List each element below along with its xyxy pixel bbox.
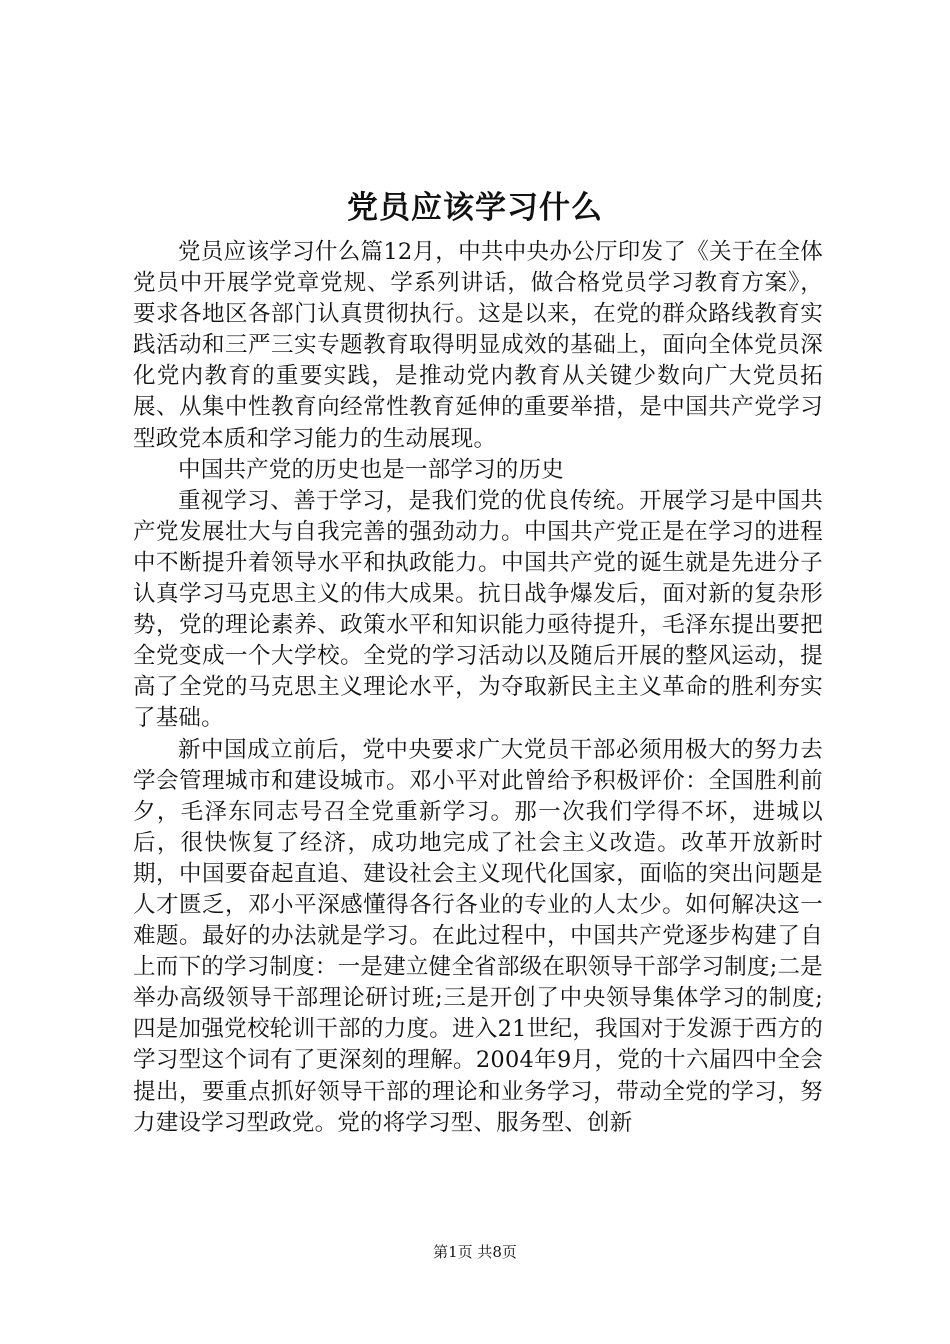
document-title: 党员应该学习什么	[347, 190, 603, 226]
paragraph-intro: 党员应该学习什么篇12月，中共中央办公厅印发了《关于在全体党员中开展学党章党规、学系列讲话，做合格党员学习教育方案》，要求各地区各部门认真贯彻执行。这是以来，在党的群众路线教育实践活动和三严三实专题教育取得明显成效的基础上，面向全体党员深化党内教育的重要实践，是推动党内教育从关键少数向广大党员拓展、从集中性教育向经常性教育延伸的重要举措，是中国共产党学习型政党本质和学习能力的生动展现。	[133, 239, 823, 452]
paragraph-tradition: 重视学习、善于学习，是我们党的优良传统。开展学习是中国共产党发展壮大与自我完善的强劲动力。中国共产党正是在学习的进程中不断提升着领导水平和执政能力。中国共产党的诞生就是先进分子认真学习马克思主义的伟大成果。抗日战争爆发后，面对新的复杂形势，党的理论素养、政策水平和知识能力亟待提升，毛泽东提出要把全党变成一个大学校。全党的学习活动以及随后开展的整风运动，提高了全党的马克思主义理论水平，为夺取新民主主义革命的胜利夯实了基础。	[133, 487, 823, 732]
page-footer: 第1页 共8页	[433, 1243, 517, 1261]
paragraph-new-china: 新中国成立前后，党中央要求广大党员干部必须用极大的努力去学会管理城市和建设城市。邓小平对此曾给予积极评价：全国胜利前夕，毛泽东同志号召全党重新学习。那一次我们学得不坏，进城以后，很快恢复了经济，成功地完成了社会主义改造。改革开放新时期，中国要奋起直追、建设社会主义现代化国家，面临的突出问题是人才匮乏，邓小平深感懂得各行各业的专业的人太少。如何解决这一难题。最好的办法就是学习。在此过程中，中国共产党逐步构建了自上而下的学习制度：一是建立健全省部级在职领导干部学习制度;二是举办高级领导干部理论研讨班;三是开创了中央领导集体学习的制度;四是加强党校轮训干部的力度。进入21世纪，我国对于发源于西方的学习型这个词有了更深刻的理解。2004年9月，党的十六届四中全会提出，要重点抓好领导干部的理论和业务学习，带动全党的学习，努力建设学习型政党。党的将学习型、服务型、创新	[133, 736, 823, 1136]
paragraph-heading-history: 中国共产党的历史也是一部学习的历史	[178, 456, 564, 483]
document-body	[133, 237, 823, 1139]
